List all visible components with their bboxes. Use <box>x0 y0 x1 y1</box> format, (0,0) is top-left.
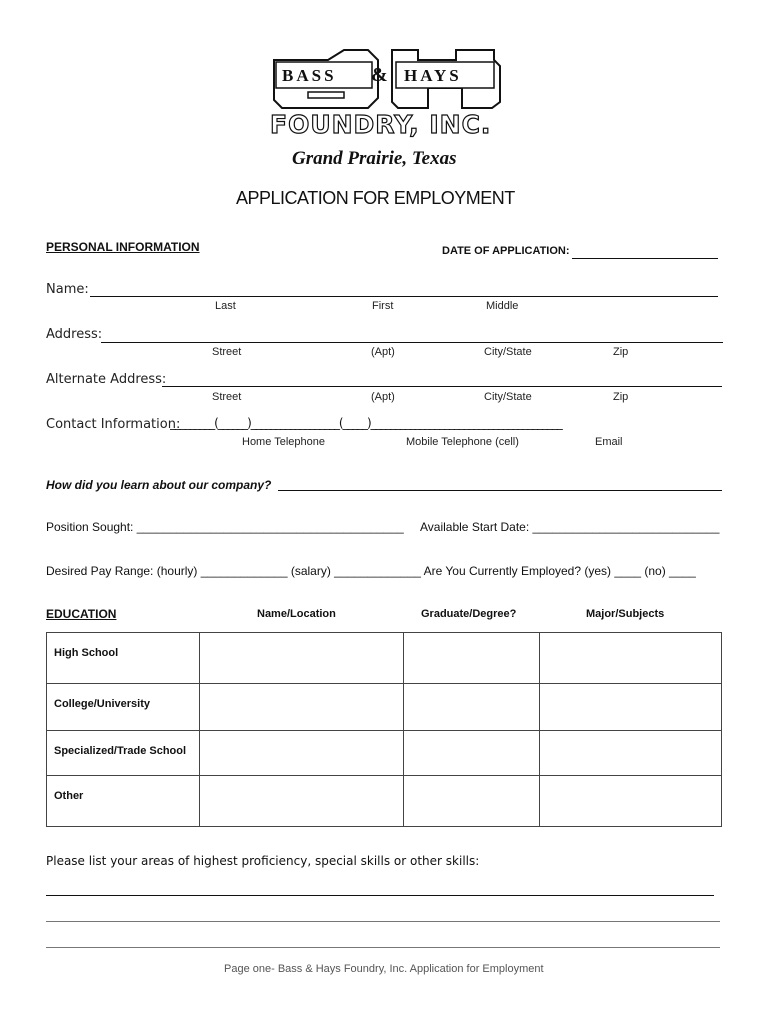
high-school-major-cell[interactable] <box>540 633 722 684</box>
learn-about-company-question: How did you learn about our company? <box>46 478 272 492</box>
email-caption: Email <box>595 436 623 448</box>
pay-range-line: Desired Pay Range: (hourly) _____________ (salary) _____________ Are You Currently Employed? (yes) ____ (no) ____ <box>46 564 696 578</box>
skills-line-2[interactable] <box>46 921 720 922</box>
col-name-location: Name/Location <box>257 608 336 620</box>
alt-address-apt-caption: (Apt) <box>371 391 395 403</box>
college-degree-cell[interactable] <box>404 684 540 731</box>
high-school-name-cell[interactable] <box>200 633 404 684</box>
alt-address-street-caption: Street <box>212 391 242 403</box>
address-field[interactable] <box>101 342 723 343</box>
learn-about-company-field[interactable] <box>278 490 722 491</box>
address-citystate-caption: City/State <box>484 346 532 358</box>
contact-info-label: Contact Information: <box>46 417 181 432</box>
name-first-caption: First <box>372 300 394 312</box>
trade-school-major-cell[interactable] <box>540 731 722 776</box>
personal-info-heading: PERSONAL INFORMATION <box>46 240 200 254</box>
logo-foundry-text: FOUNDRY, INC. <box>270 110 492 139</box>
contact-info-field[interactable]: _________(______)__________________(_____)_______________________________________ <box>170 416 562 430</box>
address-apt-caption: (Apt) <box>371 346 395 358</box>
trade-school-name-cell[interactable] <box>200 731 404 776</box>
row-label-college: College/University <box>47 684 200 731</box>
page-footer: Page one- Bass & Hays Foundry, Inc. Application for Employment <box>224 963 544 975</box>
name-label: Name: <box>46 282 89 297</box>
table-row <box>47 731 722 776</box>
company-logo <box>268 44 504 174</box>
logo-location-text: Grand Prairie, Texas <box>292 148 457 169</box>
date-of-application-field[interactable] <box>572 258 718 259</box>
logo-hays-text: HAYS <box>404 66 462 85</box>
name-middle-caption: Middle <box>486 300 519 312</box>
address-label: Address: <box>46 327 103 342</box>
logo-ampersand: & <box>371 64 388 86</box>
skills-line-3[interactable] <box>46 947 720 948</box>
mobile-telephone-caption: Mobile Telephone (cell) <box>406 436 519 448</box>
other-name-cell[interactable] <box>200 776 404 827</box>
table-row <box>47 776 722 827</box>
alt-address-zip-caption: Zip <box>613 391 629 403</box>
alt-address-label: Alternate Address: <box>46 372 167 387</box>
skills-prompt: Please list your areas of highest proficiency, special skills or other skills: <box>46 854 480 868</box>
name-field[interactable] <box>90 296 718 297</box>
alt-address-field[interactable] <box>162 386 722 387</box>
high-school-degree-cell[interactable] <box>404 633 540 684</box>
table-row <box>47 684 722 731</box>
name-last-caption: Last <box>215 300 236 312</box>
college-major-cell[interactable] <box>540 684 722 731</box>
row-label-trade-school: Specialized/Trade School <box>47 731 200 776</box>
logo-bass-text: BASS <box>282 66 337 85</box>
col-major-subjects: Major/Subjects <box>586 608 665 620</box>
address-street-caption: Street <box>212 346 242 358</box>
college-name-cell[interactable] <box>200 684 404 731</box>
form-title: APPLICATION FOR EMPLOYMENT <box>236 188 515 208</box>
trade-school-degree-cell[interactable] <box>404 731 540 776</box>
row-label-other: Other <box>47 776 200 827</box>
position-sought-label: Position Sought: ________________________________________ <box>46 520 404 534</box>
alt-address-citystate-caption: City/State <box>484 391 532 403</box>
available-start-date-label: Available Start Date: ____________________________ <box>420 520 720 534</box>
education-table <box>46 632 722 827</box>
address-zip-caption: Zip <box>613 346 629 358</box>
other-degree-cell[interactable] <box>404 776 540 827</box>
home-telephone-caption: Home Telephone <box>242 436 325 448</box>
table-row <box>47 633 722 684</box>
date-of-application-label: DATE OF APPLICATION: <box>442 245 570 257</box>
other-major-cell[interactable] <box>540 776 722 827</box>
education-heading: EDUCATION <box>46 607 117 621</box>
skills-line-1[interactable] <box>46 895 714 896</box>
row-label-high-school: High School <box>47 633 200 684</box>
col-graduate-degree: Graduate/Degree? <box>421 608 517 620</box>
